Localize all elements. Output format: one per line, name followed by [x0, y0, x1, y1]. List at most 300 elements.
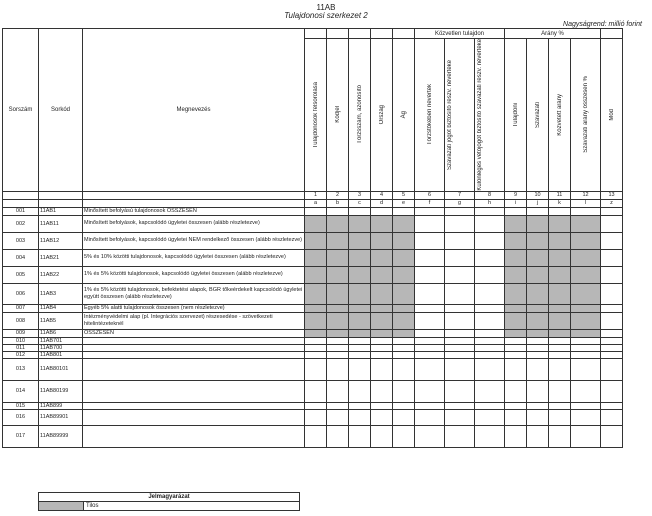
data-cell[interactable]	[327, 337, 349, 344]
row-code: 11AB5	[39, 312, 83, 329]
data-cell[interactable]	[393, 207, 415, 215]
data-cell[interactable]	[549, 380, 571, 402]
data-cell[interactable]	[349, 337, 371, 344]
data-cell[interactable]	[601, 337, 623, 344]
ownership-table	[2, 28, 623, 448]
data-cell[interactable]	[571, 232, 601, 249]
data-cell[interactable]	[571, 283, 601, 304]
table-row	[3, 425, 623, 447]
data-cell[interactable]	[445, 344, 475, 351]
data-cell[interactable]	[475, 358, 505, 380]
data-cell[interactable]	[445, 312, 475, 329]
col-letter: k	[549, 199, 571, 207]
row-name	[83, 351, 305, 358]
data-cell[interactable]	[349, 283, 371, 304]
data-cell[interactable]	[393, 304, 415, 312]
data-cell[interactable]	[371, 283, 393, 304]
data-cell[interactable]	[327, 344, 349, 351]
data-cell[interactable]	[327, 380, 349, 402]
col-12: Szavazati arány összesen %	[582, 76, 589, 154]
table-row	[3, 380, 623, 402]
data-cell[interactable]	[571, 425, 601, 447]
data-cell[interactable]	[601, 351, 623, 358]
data-cell[interactable]	[601, 380, 623, 402]
data-cell[interactable]	[475, 207, 505, 215]
data-cell[interactable]	[475, 409, 505, 425]
data-cell[interactable]	[601, 249, 623, 266]
data-cell[interactable]	[527, 351, 549, 358]
data-cell[interactable]	[527, 358, 549, 380]
data-cell[interactable]	[445, 402, 475, 409]
data-cell[interactable]	[327, 249, 349, 266]
data-cell[interactable]	[601, 409, 623, 425]
data-cell[interactable]	[527, 402, 549, 409]
row-number: 006	[3, 283, 39, 304]
row-code: 11AB3	[39, 283, 83, 304]
data-cell[interactable]	[475, 425, 505, 447]
data-cell[interactable]	[327, 207, 349, 215]
table-row	[3, 232, 623, 249]
data-cell[interactable]	[415, 283, 445, 304]
data-cell[interactable]	[601, 425, 623, 447]
col-number: 1	[305, 191, 327, 199]
row-number: 008	[3, 312, 39, 329]
data-cell[interactable]	[445, 380, 475, 402]
data-cell[interactable]	[305, 249, 327, 266]
col-number: 8	[475, 191, 505, 199]
row-name: 1% és 5% közötti tulajdonosok, kapcsolódó ügyletei összesen (alább részletezve)	[83, 266, 305, 283]
data-cell[interactable]	[505, 358, 527, 380]
data-cell[interactable]	[601, 329, 623, 337]
table-row	[3, 207, 623, 215]
data-cell[interactable]	[549, 215, 571, 232]
data-cell[interactable]	[527, 283, 549, 304]
data-cell[interactable]	[571, 344, 601, 351]
col-6: Törzstőkében névérték	[426, 84, 433, 146]
data-cell[interactable]	[415, 351, 445, 358]
legend	[38, 492, 300, 511]
row-number: 010	[3, 337, 39, 344]
data-cell[interactable]	[371, 402, 393, 409]
data-cell[interactable]	[549, 232, 571, 249]
data-cell[interactable]	[305, 304, 327, 312]
data-cell[interactable]	[393, 215, 415, 232]
data-cell[interactable]	[475, 380, 505, 402]
data-cell[interactable]	[393, 344, 415, 351]
data-cell[interactable]	[571, 304, 601, 312]
row-code: 11AB701	[39, 337, 83, 344]
data-cell[interactable]	[445, 409, 475, 425]
row-number: 009	[3, 329, 39, 337]
data-cell[interactable]	[349, 344, 371, 351]
data-cell[interactable]	[415, 207, 445, 215]
data-cell[interactable]	[327, 409, 349, 425]
data-cell[interactable]	[327, 358, 349, 380]
data-cell[interactable]	[445, 249, 475, 266]
row-name	[83, 337, 305, 344]
data-cell[interactable]	[549, 358, 571, 380]
data-cell[interactable]	[415, 312, 445, 329]
data-cell[interactable]	[571, 215, 601, 232]
data-cell[interactable]	[305, 266, 327, 283]
data-cell[interactable]	[571, 402, 601, 409]
table-row	[3, 312, 623, 329]
data-cell[interactable]	[571, 207, 601, 215]
data-cell[interactable]	[527, 215, 549, 232]
row-code: 11AB4	[39, 304, 83, 312]
data-cell[interactable]	[549, 283, 571, 304]
data-cell[interactable]	[475, 337, 505, 344]
col-sorszam: Sorszám	[3, 29, 39, 192]
data-cell[interactable]	[349, 249, 371, 266]
data-cell[interactable]	[527, 232, 549, 249]
data-cell[interactable]	[305, 215, 327, 232]
data-cell[interactable]	[445, 215, 475, 232]
data-cell[interactable]	[371, 329, 393, 337]
data-cell[interactable]	[505, 249, 527, 266]
data-cell[interactable]	[305, 312, 327, 329]
data-cell[interactable]	[571, 409, 601, 425]
data-cell[interactable]	[393, 337, 415, 344]
data-cell[interactable]	[475, 215, 505, 232]
data-cell[interactable]	[349, 380, 371, 402]
data-cell[interactable]	[475, 329, 505, 337]
col-letter: f	[415, 199, 445, 207]
data-cell[interactable]	[371, 207, 393, 215]
data-cell[interactable]	[505, 215, 527, 232]
data-cell[interactable]	[349, 304, 371, 312]
data-cell[interactable]	[601, 312, 623, 329]
data-cell[interactable]	[475, 351, 505, 358]
data-cell[interactable]	[549, 207, 571, 215]
data-cell[interactable]	[415, 249, 445, 266]
data-cell[interactable]	[349, 312, 371, 329]
data-cell[interactable]	[505, 283, 527, 304]
data-cell[interactable]	[505, 312, 527, 329]
data-cell[interactable]	[305, 207, 327, 215]
data-cell[interactable]	[349, 425, 371, 447]
col-number: 7	[445, 191, 475, 199]
row-name: ÖSSZESEN	[83, 329, 305, 337]
data-cell[interactable]	[601, 207, 623, 215]
data-cell[interactable]	[549, 409, 571, 425]
data-cell[interactable]	[601, 266, 623, 283]
data-cell[interactable]	[445, 425, 475, 447]
row-name	[83, 425, 305, 447]
data-cell[interactable]	[505, 207, 527, 215]
data-cell[interactable]	[327, 329, 349, 337]
data-cell[interactable]	[527, 249, 549, 266]
col-number: 6	[415, 191, 445, 199]
data-cell[interactable]	[393, 402, 415, 409]
data-cell[interactable]	[393, 358, 415, 380]
data-cell[interactable]	[571, 312, 601, 329]
data-cell[interactable]	[349, 358, 371, 380]
data-cell[interactable]	[505, 266, 527, 283]
row-number: 003	[3, 232, 39, 249]
data-cell[interactable]	[505, 232, 527, 249]
row-code: 11AB12	[39, 232, 83, 249]
data-cell[interactable]	[371, 344, 393, 351]
data-cell[interactable]	[475, 304, 505, 312]
data-cell[interactable]	[601, 215, 623, 232]
col-number: 2	[327, 191, 349, 199]
data-cell[interactable]	[415, 425, 445, 447]
data-cell[interactable]	[371, 249, 393, 266]
data-cell[interactable]	[549, 304, 571, 312]
col-megnevezes: Megnevezés	[83, 29, 305, 192]
col-number: 5	[393, 191, 415, 199]
row-name	[83, 409, 305, 425]
table-row	[3, 358, 623, 380]
data-cell[interactable]	[371, 232, 393, 249]
data-cell[interactable]	[415, 304, 445, 312]
data-cell[interactable]	[349, 207, 371, 215]
data-cell[interactable]	[393, 232, 415, 249]
data-cell[interactable]	[327, 351, 349, 358]
data-cell[interactable]	[571, 380, 601, 402]
data-cell[interactable]	[505, 425, 527, 447]
data-cell[interactable]	[305, 344, 327, 351]
row-name	[83, 358, 305, 380]
data-cell[interactable]	[393, 351, 415, 358]
table-row	[3, 351, 623, 358]
col-11: Közvetett arány	[556, 93, 563, 136]
row-name: Minősített befolyású tulajdonosok ÖSSZESEN	[83, 207, 305, 215]
col-number: 13	[601, 191, 623, 199]
data-cell[interactable]	[549, 249, 571, 266]
data-cell[interactable]	[445, 207, 475, 215]
data-cell[interactable]	[549, 425, 571, 447]
data-cell[interactable]	[549, 337, 571, 344]
data-cell[interactable]	[327, 304, 349, 312]
data-cell[interactable]	[527, 266, 549, 283]
data-cell[interactable]	[601, 402, 623, 409]
data-cell[interactable]	[305, 283, 327, 304]
data-cell[interactable]	[505, 337, 527, 344]
data-cell[interactable]	[305, 232, 327, 249]
col-10: Szavazati	[534, 101, 541, 128]
row-number: 001	[3, 207, 39, 215]
data-cell[interactable]	[571, 358, 601, 380]
data-cell[interactable]	[445, 358, 475, 380]
data-cell[interactable]	[415, 337, 445, 344]
data-cell[interactable]	[393, 425, 415, 447]
data-cell[interactable]	[371, 351, 393, 358]
data-cell[interactable]	[549, 351, 571, 358]
col-letter: i	[505, 199, 527, 207]
data-cell[interactable]	[445, 329, 475, 337]
col-number: 12	[571, 191, 601, 199]
data-cell[interactable]	[527, 409, 549, 425]
data-cell[interactable]	[371, 425, 393, 447]
data-cell[interactable]	[371, 358, 393, 380]
data-cell[interactable]	[415, 266, 445, 283]
data-cell[interactable]	[415, 358, 445, 380]
data-cell[interactable]	[305, 351, 327, 358]
data-cell[interactable]	[393, 249, 415, 266]
data-cell[interactable]	[415, 344, 445, 351]
row-code: 11AB22	[39, 266, 83, 283]
data-cell[interactable]	[415, 402, 445, 409]
data-cell[interactable]	[549, 402, 571, 409]
col-3: Törzsszám, azonosító	[356, 85, 363, 145]
data-cell[interactable]	[305, 380, 327, 402]
data-cell[interactable]	[601, 344, 623, 351]
legend-swatch	[39, 502, 84, 511]
data-cell[interactable]	[393, 409, 415, 425]
data-cell[interactable]	[349, 266, 371, 283]
data-cell[interactable]	[505, 351, 527, 358]
data-cell[interactable]	[571, 266, 601, 283]
col-13: Mód	[608, 108, 615, 121]
data-cell[interactable]	[327, 283, 349, 304]
data-cell[interactable]	[371, 312, 393, 329]
data-cell[interactable]	[393, 266, 415, 283]
data-cell[interactable]	[327, 266, 349, 283]
data-cell[interactable]	[349, 402, 371, 409]
data-cell[interactable]	[393, 329, 415, 337]
data-cell[interactable]	[371, 215, 393, 232]
data-cell[interactable]	[527, 344, 549, 351]
row-number: 012	[3, 351, 39, 358]
data-cell[interactable]	[475, 283, 505, 304]
data-cell[interactable]	[445, 266, 475, 283]
data-cell[interactable]	[305, 337, 327, 344]
row-name	[83, 344, 305, 351]
data-cell[interactable]	[601, 304, 623, 312]
data-cell[interactable]	[475, 232, 505, 249]
data-cell[interactable]	[549, 312, 571, 329]
data-cell[interactable]	[571, 329, 601, 337]
data-cell[interactable]	[415, 215, 445, 232]
data-cell[interactable]	[393, 283, 415, 304]
row-number: 015	[3, 402, 39, 409]
data-cell[interactable]	[475, 344, 505, 351]
row-name: Intézményvédelmi alap (pl. Integrációs szervezet) részesedése - szövetkezeti hitelintézeteknél	[83, 312, 305, 329]
row-number: 013	[3, 358, 39, 380]
data-cell[interactable]	[327, 312, 349, 329]
data-cell[interactable]	[393, 312, 415, 329]
data-cell[interactable]	[475, 402, 505, 409]
data-cell[interactable]	[527, 312, 549, 329]
row-number: 007	[3, 304, 39, 312]
data-cell[interactable]	[371, 266, 393, 283]
row-name	[83, 402, 305, 409]
col-letter: c	[349, 199, 371, 207]
data-cell[interactable]	[349, 232, 371, 249]
col-number: 3	[349, 191, 371, 199]
data-cell[interactable]	[305, 329, 327, 337]
data-cell[interactable]	[445, 337, 475, 344]
data-cell[interactable]	[305, 358, 327, 380]
data-cell[interactable]	[415, 409, 445, 425]
data-cell[interactable]	[371, 409, 393, 425]
row-code: 11AB89901	[39, 409, 83, 425]
data-cell[interactable]	[305, 402, 327, 409]
col-number: 9	[505, 191, 527, 199]
data-cell[interactable]	[505, 304, 527, 312]
data-cell[interactable]	[601, 232, 623, 249]
data-cell[interactable]	[527, 425, 549, 447]
data-cell[interactable]	[601, 283, 623, 304]
data-cell[interactable]	[327, 215, 349, 232]
data-cell[interactable]	[305, 425, 327, 447]
data-cell[interactable]	[549, 266, 571, 283]
data-cell[interactable]	[371, 337, 393, 344]
col-letter: z	[601, 199, 623, 207]
data-cell[interactable]	[505, 329, 527, 337]
data-cell[interactable]	[445, 351, 475, 358]
col-letter: g	[445, 199, 475, 207]
data-cell[interactable]	[415, 232, 445, 249]
col-number: 4	[371, 191, 393, 199]
data-cell[interactable]	[415, 380, 445, 402]
data-cell[interactable]	[305, 409, 327, 425]
data-cell[interactable]	[393, 380, 415, 402]
data-cell[interactable]	[527, 337, 549, 344]
col-5: Ág	[400, 111, 407, 119]
data-cell[interactable]	[549, 329, 571, 337]
data-cell[interactable]	[349, 329, 371, 337]
report-subtitle: Tulajdonosi szerkezet 2	[284, 11, 368, 20]
legend-title: Jelmagyarázat	[39, 493, 300, 502]
data-cell[interactable]	[327, 425, 349, 447]
col-4: Ország	[378, 105, 385, 125]
group-kozvetlen: Közvetlen tulajdon	[415, 29, 505, 39]
data-cell[interactable]	[527, 207, 549, 215]
data-cell[interactable]	[601, 358, 623, 380]
data-cell[interactable]	[371, 304, 393, 312]
data-cell[interactable]	[549, 344, 571, 351]
row-number: 002	[3, 215, 39, 232]
col-9: Tulajdoni	[512, 102, 519, 127]
row-number: 005	[3, 266, 39, 283]
data-cell[interactable]	[475, 249, 505, 266]
row-code: 11AB80199	[39, 380, 83, 402]
data-cell[interactable]	[475, 266, 505, 283]
data-cell[interactable]	[371, 380, 393, 402]
row-number: 004	[3, 249, 39, 266]
data-cell[interactable]	[349, 351, 371, 358]
table-row	[3, 215, 623, 232]
data-cell[interactable]	[505, 402, 527, 409]
data-cell[interactable]	[505, 380, 527, 402]
data-cell[interactable]	[527, 304, 549, 312]
data-cell[interactable]	[327, 232, 349, 249]
col-1: Tulajdonosok felsorolása	[312, 81, 319, 148]
data-cell[interactable]	[571, 249, 601, 266]
data-cell[interactable]	[571, 337, 601, 344]
data-cell[interactable]	[475, 312, 505, 329]
col-letter: d	[371, 199, 393, 207]
data-cell[interactable]	[505, 344, 527, 351]
data-cell[interactable]	[445, 304, 475, 312]
data-cell[interactable]	[505, 409, 527, 425]
data-cell[interactable]	[327, 402, 349, 409]
data-cell[interactable]	[527, 380, 549, 402]
table-row	[3, 337, 623, 344]
data-cell[interactable]	[349, 215, 371, 232]
data-cell[interactable]	[445, 283, 475, 304]
data-cell[interactable]	[527, 329, 549, 337]
data-cell[interactable]	[349, 409, 371, 425]
data-cell[interactable]	[415, 329, 445, 337]
data-cell[interactable]	[445, 232, 475, 249]
data-cell[interactable]	[571, 351, 601, 358]
col-8: Különleges vétójogot biztosító szavazati részv. névértéke	[476, 39, 483, 191]
column-letters-row	[3, 199, 623, 207]
